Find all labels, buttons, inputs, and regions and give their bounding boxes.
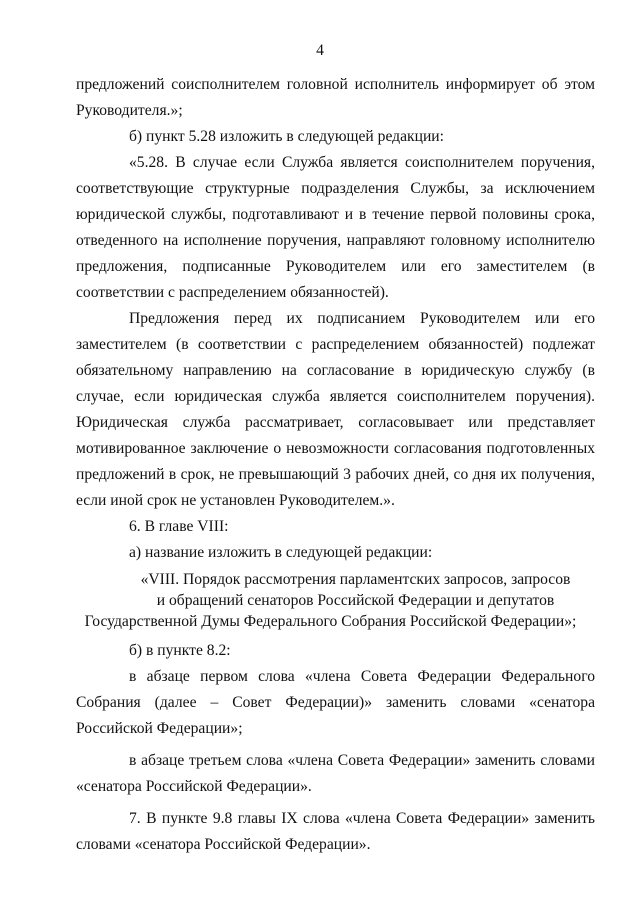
paragraph-item-6: 6. В главе VIII:: [129, 518, 229, 535]
paragraph-item-b-5-28: б) пункт 5.28 изложить в следующей редакции:: [129, 128, 444, 145]
page-number: 4: [316, 42, 324, 59]
paragraph-item-b-8-2: б) в пункте 8.2:: [129, 642, 231, 659]
paragraph-proposals: Предложения перед их подписанием Руководителем или его заместителем (в соответствии с распределением обязанностей) подлежат обязательному направлению на согласование в юридическую службу (в случае, если юридическая служба является соисполнителем поручения). Юридическая служба рассматривает, согласовывает или представляет мотивированное заключение о невозможности согласования подготовленных предложений в срок, не превышающий 3 рабочих дней, со дня их получения, если иной срок не установлен Руководителем.».: [76, 310, 595, 509]
chapter-title-quote: [76, 569, 595, 632]
document-body: [76, 72, 595, 858]
paragraph-item-7: 7. В пункте 9.8 главы IX слова «члена Совета Федерации» заменить словами «сенатора Российской Федерации».: [76, 810, 595, 853]
paragraph-quote-5-28: «5.28. В случае если Служба является соисполнителем поручения, соответствующие структурные подразделения Службы, за исключением юридической службы, подготавливают и в течение первой половины срока, отведенного на исполнение поручения, направляют головному исполнителю предложения, подписанные Руководителем или его заместителем (в соответствии с распределением обязанностей).: [76, 154, 595, 301]
paragraph-item-a-title: а) название изложить в следующей редакции:: [129, 544, 433, 561]
chapter-title-line-1: «VIII. Порядок рассмотрения парламентских запросов, запросов: [140, 571, 571, 588]
paragraph-continuation: предложений соисполнителем головной исполнитель информирует об этом Руководителя.»;: [76, 76, 595, 119]
chapter-title-line-2: и обращений сенаторов Российской Федерации и депутатов: [156, 592, 555, 609]
paragraph-third-abzac: в абзаце третьем слова «члена Совета Федерации» заменить словами «сенатора Российской Федерации».: [76, 752, 595, 795]
chapter-title-line-3: Государственной Думы Федерального Собрания Российской Федерации»;: [84, 613, 577, 630]
paragraph-first-abzac: в абзаце первом слова «члена Совета Федерации Федерального Собрания (далее – Совет Федерации)» заменить словами «сенатора Российской Федерации»;: [76, 668, 595, 737]
